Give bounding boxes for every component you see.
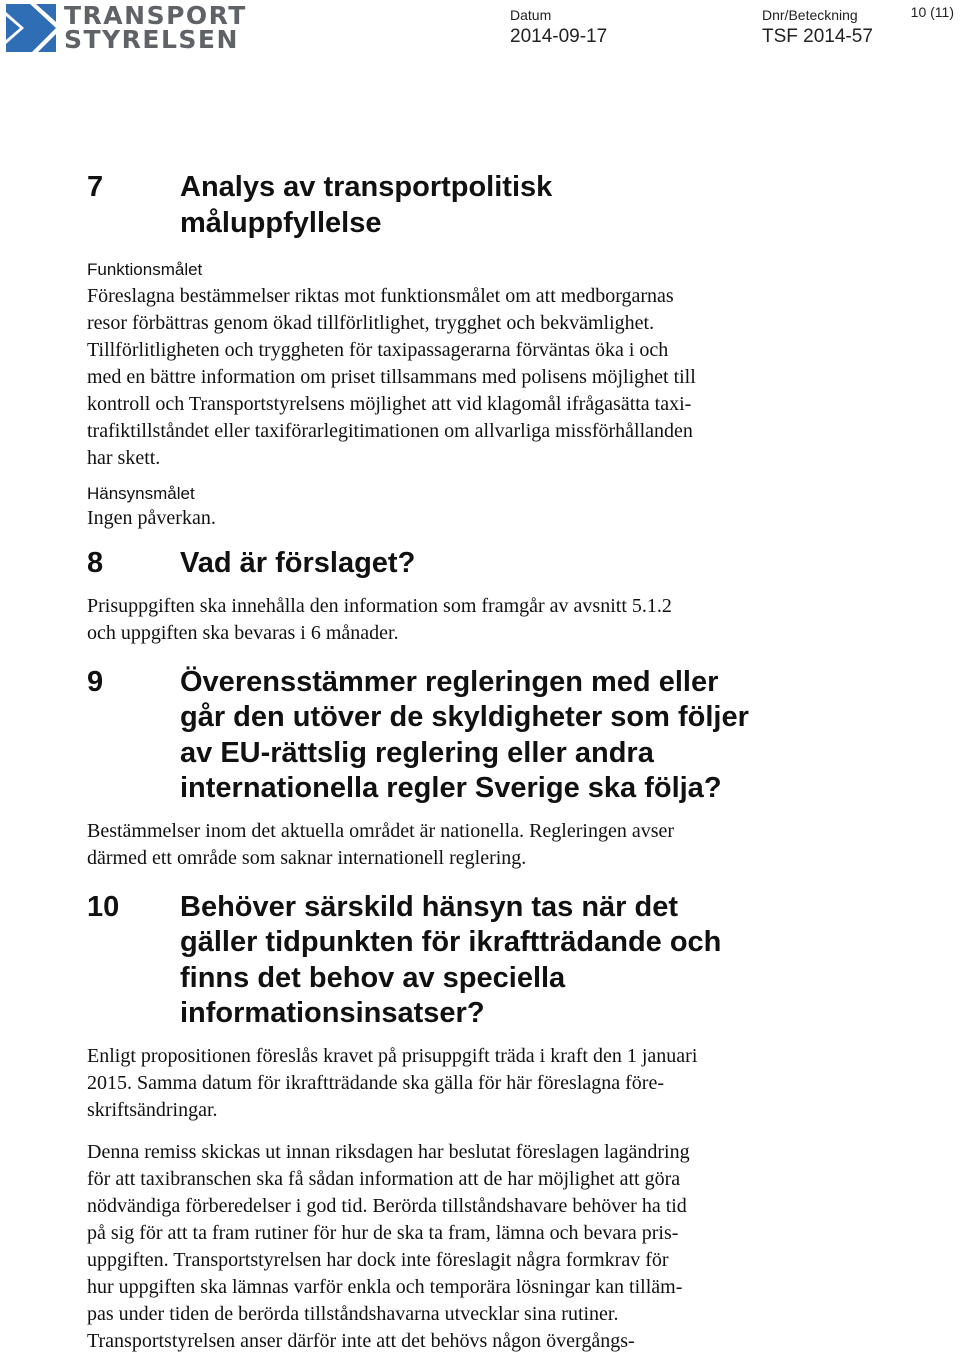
heading-line: måluppfyllelse xyxy=(180,206,382,239)
dnr-value: TSF 2014-57 xyxy=(762,26,873,47)
paragraph xyxy=(87,593,807,647)
page-number: 10 (11) xyxy=(910,4,954,20)
text-line: Transportstyrelsen anser därför inte att det behövs någon övergångs- xyxy=(87,1329,635,1352)
heading-line: Vad är förslaget? xyxy=(180,547,416,579)
text-line: 2015. Samma datum för ikraftträdande ska gälla för här föreslagna före- xyxy=(87,1071,664,1094)
text-line: har skett. xyxy=(87,447,161,469)
section-8-heading xyxy=(87,546,807,582)
text-line: på sig för att ta fram rutiner för hur de ska ta fram, lämna och bevara pris- xyxy=(87,1221,679,1244)
heading-line: gäller tidpunkten för ikraftträdande och xyxy=(180,926,722,958)
datum-value: 2014-09-17 xyxy=(510,26,608,47)
logo-mark-icon xyxy=(6,4,56,52)
page-header xyxy=(0,0,960,60)
text-line: pas under tiden de berörda tillståndshavarna utvecklar sina rutiner. xyxy=(87,1302,619,1325)
text-line: resor förbättras genom ökad tillförlitlighet, trygghet och bekvämlighet. xyxy=(87,312,655,334)
text-line: Denna remiss skickas ut innan riksdagen har beslutat föreslagen lagändring xyxy=(87,1140,690,1163)
text-line: kontroll och Transportstyrelsens möjlighet att vid klagomål ifrågasätta taxi- xyxy=(87,393,692,415)
document-body xyxy=(87,170,807,1355)
subheading-hansynsmalet: Hänsynsmålet xyxy=(87,484,195,503)
text-line: uppgiften. Transportstyrelsen har dock inte föreslagit några formkrav för xyxy=(87,1248,669,1271)
text-line: Bestämmelser inom det aktuella området är nationella. Regleringen avser xyxy=(87,819,675,842)
subheading-funktionsmalet: Funktionsmålet xyxy=(87,260,203,279)
text-line: hur uppgiften ska lämnas varför enkla och temporära lösningar kan tilläm- xyxy=(87,1275,683,1298)
text-line: trafiktillståndet eller taxiförarlegitimationen om allvarliga missförhållanden xyxy=(87,420,693,442)
section-number: 8 xyxy=(87,547,104,579)
section-number: 7 xyxy=(87,171,104,203)
text-line: Tillförlitligheten och tryggheten för taxipassagerarna förväntas öka i och xyxy=(87,339,669,361)
section-9-heading xyxy=(87,665,807,807)
section-7-heading xyxy=(87,170,807,241)
dnr-label: Dnr/Beteckning xyxy=(762,7,858,23)
heading-line: finns det behov av speciella xyxy=(180,961,566,994)
text-line: för att taxibranschen ska få sådan information att de har möjlighet att göra xyxy=(87,1167,681,1190)
heading-line: går den utöver de skyldigheter som följer xyxy=(180,701,749,733)
text-line: med en bättre information om priset tillsammans med polisens möjlighet till xyxy=(87,366,696,388)
heading-line: av EU-rättslig reglering eller andra xyxy=(180,736,654,769)
datum-label: Datum xyxy=(510,7,552,23)
logo-text-line1: TRANSPORT xyxy=(64,1,247,30)
text-line: Enligt propositionen föreslås kravet på prisuppgift träda i kraft den 1 januari xyxy=(87,1044,698,1067)
section-number: 10 xyxy=(87,890,120,923)
paragraph: Ingen påverkan. xyxy=(87,507,216,529)
heading-line: Behöver särskild hänsyn tas när det xyxy=(180,890,679,923)
logo-text-line2: STYRELSEN xyxy=(64,25,239,54)
heading-line: internationella regler Sverige ska följa? xyxy=(180,772,722,804)
heading-line: informationsinsatser? xyxy=(180,997,485,1029)
paragraph xyxy=(87,818,807,872)
text-line: Prisuppgiften ska innehålla den information som framgår av avsnitt 5.1.2 xyxy=(87,594,672,617)
section-10-heading xyxy=(87,890,807,1032)
heading-line: Analys av transportpolitisk xyxy=(180,171,553,203)
transportstyrelsen-logo xyxy=(6,1,247,54)
paragraph xyxy=(87,1043,807,1124)
section-number: 9 xyxy=(87,665,104,698)
text-line: skriftsändringar. xyxy=(87,1098,218,1121)
paragraph xyxy=(87,1139,807,1355)
heading-line: Överensstämmer regleringen med eller xyxy=(180,665,719,698)
text-line: Föreslagna bestämmelser riktas mot funktionsmålet om att medborgarnas xyxy=(87,285,674,307)
paragraph xyxy=(87,283,807,472)
text-line: nödvändiga förberedelser i god tid. Berörda tillståndshavare behöver ha tid xyxy=(87,1194,687,1217)
text-line: och uppgiften ska bevaras i 6 månader. xyxy=(87,621,399,644)
text-line: därmed ett område som saknar internationell reglering. xyxy=(87,846,527,869)
